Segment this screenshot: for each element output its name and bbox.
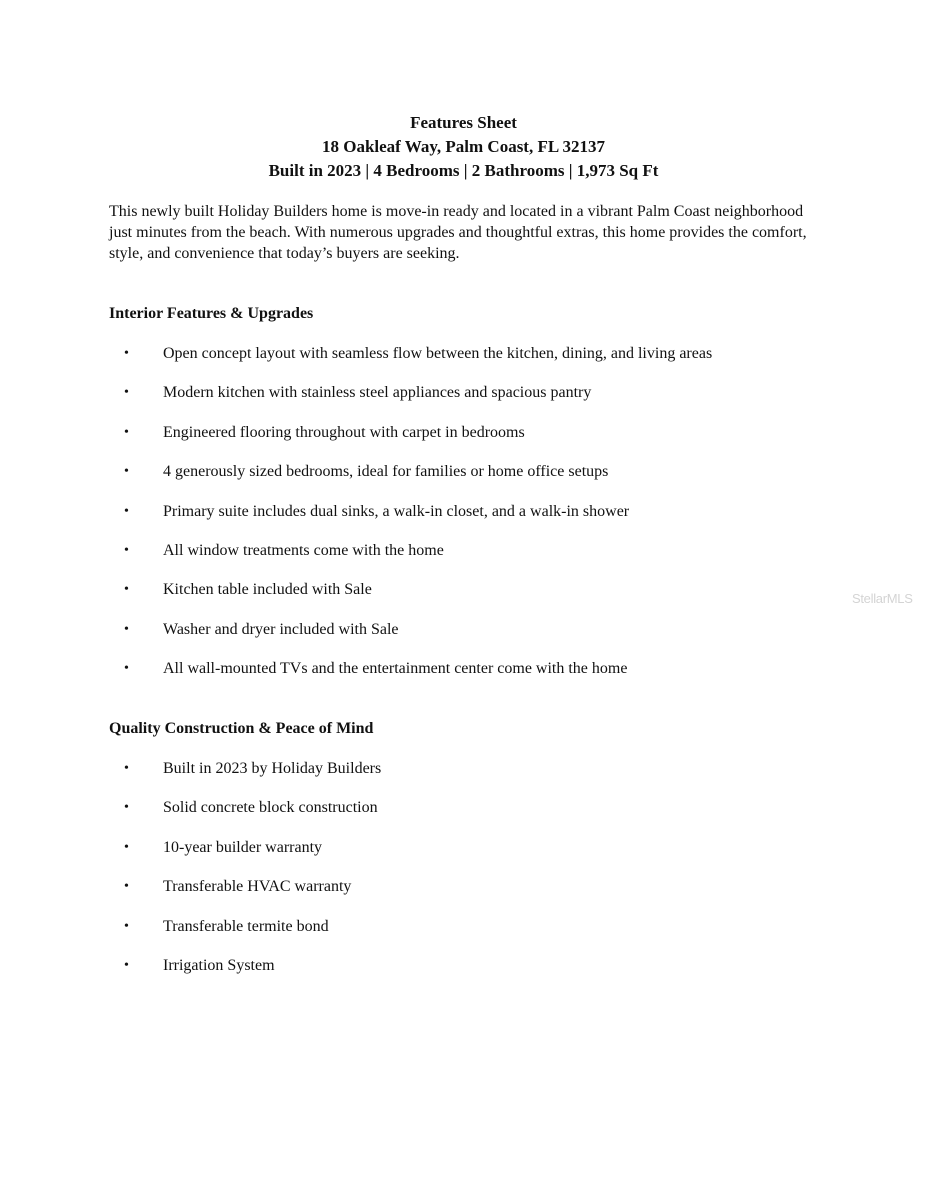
list-item-text: Modern kitchen with stainless steel appliances and spacious pantry xyxy=(163,384,592,402)
list-item-text: Washer and dryer included with Sale xyxy=(163,620,399,638)
section-title-interior: Interior Features & Upgrades xyxy=(109,305,314,322)
list-item-text: Solid concrete block construction xyxy=(163,799,378,817)
list-item-text: All window treatments come with the home xyxy=(163,541,444,559)
list-item-text: Engineered flooring throughout with carpet in bedrooms xyxy=(163,423,525,441)
document-title: Features Sheet xyxy=(410,113,517,132)
bullet-icon: • xyxy=(124,661,129,677)
bullet-icon: • xyxy=(124,346,129,361)
bullet-icon: • xyxy=(124,582,129,598)
property-address: 18 Oakleaf Way, Palm Coast, FL 32137 xyxy=(321,137,606,156)
list-item-text: Primary suite includes dual sinks, a walk-in closet, and a walk-in shower xyxy=(163,502,630,520)
bullet-icon: • xyxy=(124,918,129,934)
list-item-text: Open concept layout with seamless flow between the kitchen, dining, and living areas xyxy=(163,345,713,362)
list-item xyxy=(109,462,869,501)
bullet-icon: • xyxy=(124,542,129,558)
list-item-text: Transferable HVAC warranty xyxy=(163,878,352,896)
stellar-mls-watermark: StellarMLS xyxy=(852,591,913,606)
list-item xyxy=(109,798,869,837)
bullet-icon: • xyxy=(124,800,129,816)
bullet-icon: • xyxy=(124,464,129,480)
bullet-icon: • xyxy=(124,957,129,973)
bullet-icon: • xyxy=(124,385,129,401)
construction-features-list xyxy=(109,759,869,995)
property-summary: Built in 2023 | 4 Bedrooms | 2 Bathrooms | 1,973 Sq Ft xyxy=(268,161,659,180)
list-item-text: Built in 2023 by Holiday Builders xyxy=(163,760,382,777)
intro-paragraph: This newly built Holiday Builders home is move-in ready and located in a vibrant Palm Coast neighborhood just minutes from the beach. With numerous upgrades and thoughtful extras, this home provides the comfort, style, and convenience that today’s buyers are seeking. xyxy=(109,203,807,262)
bullet-icon: • xyxy=(124,503,129,519)
list-item xyxy=(109,383,869,422)
bullet-icon: • xyxy=(124,879,129,895)
list-item-text: 4 generously sized bedrooms, ideal for families or home office setups xyxy=(163,463,609,481)
list-item-text: Kitchen table included with Sale xyxy=(163,581,372,599)
document-header xyxy=(0,111,927,183)
list-item xyxy=(109,502,869,541)
list-item xyxy=(109,759,869,798)
list-item xyxy=(109,541,869,580)
list-item xyxy=(109,620,869,659)
section-title-construction: Quality Construction & Peace of Mind xyxy=(109,720,374,737)
list-item xyxy=(109,838,869,877)
bullet-icon: • xyxy=(124,761,129,776)
list-item-text: Transferable termite bond xyxy=(163,917,329,935)
list-item xyxy=(109,580,869,619)
list-item xyxy=(109,917,869,956)
bullet-icon: • xyxy=(124,839,129,855)
list-item-text: 10-year builder warranty xyxy=(163,838,323,856)
bullet-icon: • xyxy=(124,621,129,637)
list-item xyxy=(109,423,869,462)
interior-features-list xyxy=(109,344,869,699)
list-item xyxy=(109,956,869,995)
bullet-icon: • xyxy=(124,424,129,440)
list-item xyxy=(109,659,869,698)
list-item xyxy=(109,344,869,383)
list-item xyxy=(109,877,869,916)
list-item-text: All wall-mounted TVs and the entertainment center come with the home xyxy=(163,660,628,678)
list-item-text: Irrigation System xyxy=(163,956,275,974)
